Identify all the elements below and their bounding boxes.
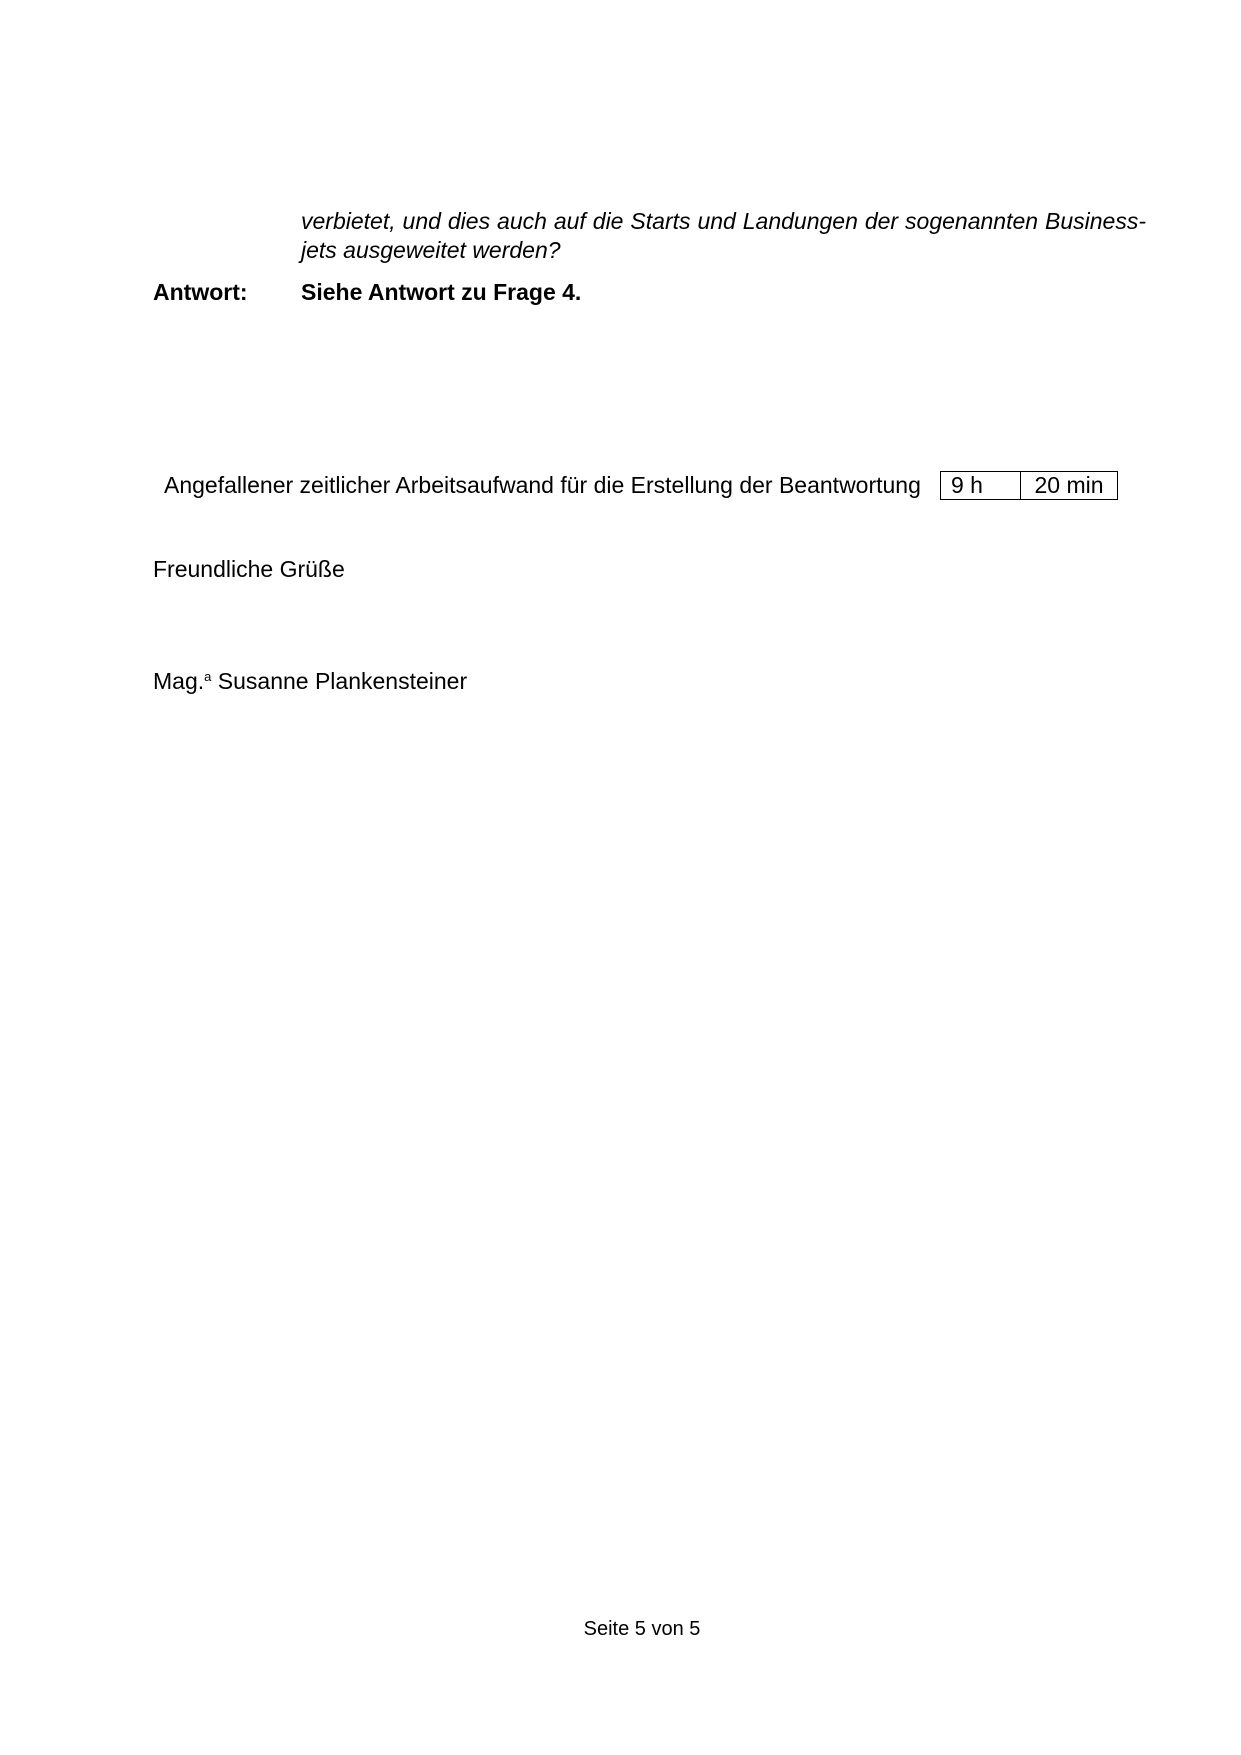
page-number: Seite 5 von 5 [583, 1618, 701, 1640]
answer-text: Siehe Antwort zu Frage 4. [301, 279, 582, 305]
effort-label: Angefallener zeitlicher Arbeitsaufwand für die Erstellung der Beantwortung [164, 472, 921, 498]
effort-time-box [940, 471, 1118, 500]
closing-greeting: Freundliche Grüße [153, 556, 345, 582]
effort-minutes: 20 min [1034, 472, 1104, 498]
signature-name: Susanne Plankensteiner [217, 668, 468, 694]
question-text: verbietet, und dies auch auf die Starts und Landungen der sogenannten Business-jets ausgeweitet werden? [301, 208, 1146, 263]
signature [153, 667, 467, 696]
signature-title-superscript: a [204, 669, 212, 684]
effort-hours: 9 h [941, 472, 1021, 499]
signature-title: Mag. [153, 668, 205, 694]
answer-label: Antwort: [153, 279, 248, 305]
